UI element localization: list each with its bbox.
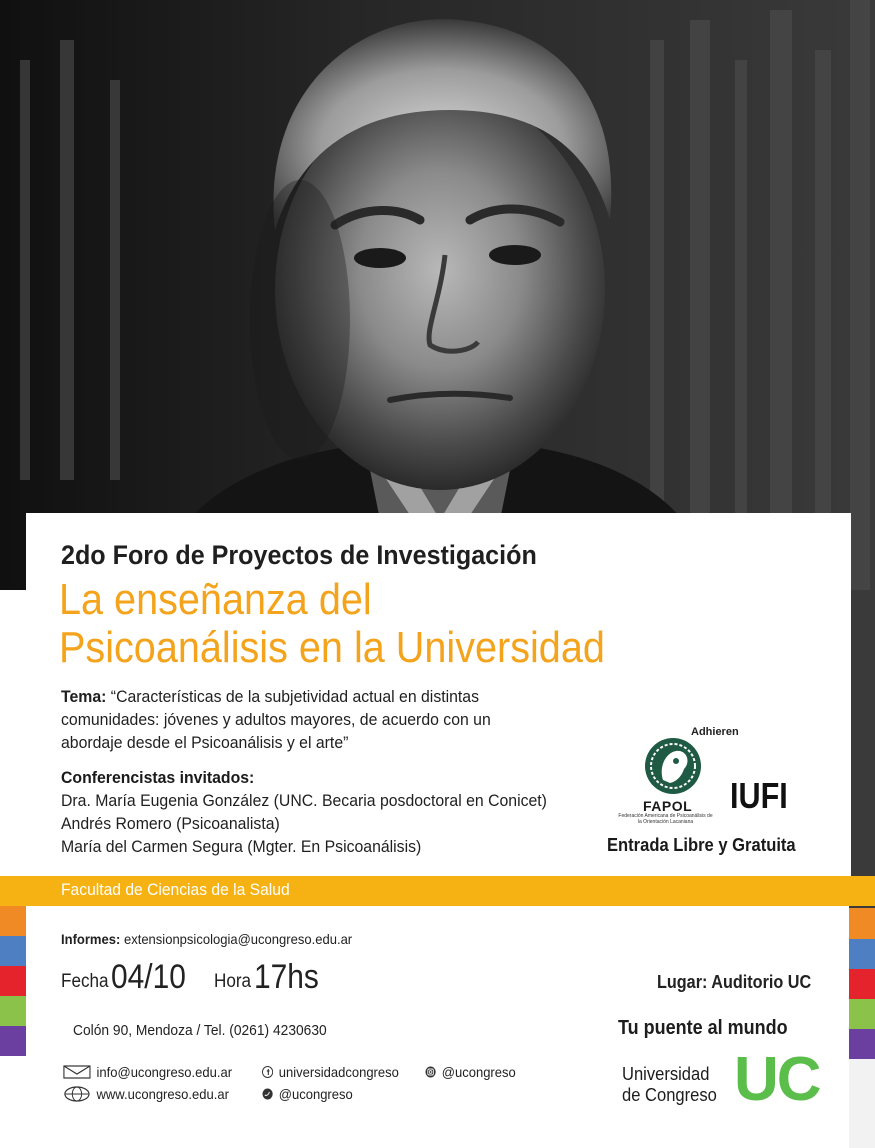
main-title bbox=[59, 576, 605, 672]
hora-value: 17hs bbox=[254, 958, 319, 996]
contact-web[interactable] bbox=[63, 1086, 229, 1102]
informes-label: Informes: bbox=[61, 931, 121, 947]
informes-line bbox=[61, 931, 352, 947]
university-name-line2: de Congreso bbox=[622, 1085, 717, 1105]
faculty-band bbox=[0, 876, 875, 906]
speaker-item: Andrés Romero (Psicoanalista) bbox=[61, 814, 280, 833]
side-color-bars bbox=[849, 590, 875, 1148]
fapol-name: FAPOL bbox=[643, 798, 693, 814]
uc-logo: UC bbox=[734, 1045, 820, 1114]
instagram-icon bbox=[425, 1066, 436, 1078]
hora-label: Hora bbox=[214, 971, 252, 992]
left-color-bars bbox=[0, 906, 26, 1148]
entrada-libre: Entrada Libre y Gratuita bbox=[607, 835, 796, 855]
informes-email[interactable]: extensionpsicologia@ucongreso.edu.ar bbox=[123, 931, 353, 947]
fapol-subtitle: Federación Americana de Psicoanálisis de la Orientación Lacaniana bbox=[618, 813, 713, 825]
faculty-name: Facultad de Ciencias de la Salud bbox=[61, 880, 290, 899]
main-title-line1: La enseñanza del bbox=[59, 575, 372, 624]
adhieren-label: Adhieren bbox=[691, 726, 739, 738]
fapol-logo-icon bbox=[638, 735, 708, 797]
twitter-icon bbox=[262, 1088, 273, 1100]
facebook-icon bbox=[262, 1066, 273, 1078]
contact-facebook-text[interactable]: universidadcongreso bbox=[278, 1064, 399, 1080]
contact-facebook[interactable] bbox=[262, 1064, 399, 1080]
contact-web-text[interactable]: www.ucongreso.edu.ar bbox=[96, 1086, 229, 1102]
event-card bbox=[26, 513, 851, 876]
university-name-line1: Universidad bbox=[622, 1064, 710, 1084]
globe-icon bbox=[63, 1086, 91, 1102]
contact-instagram[interactable] bbox=[425, 1064, 516, 1080]
fecha-label: Fecha bbox=[61, 971, 109, 992]
contact-email[interactable] bbox=[63, 1064, 232, 1080]
slogan-text: Tu puente al mundo bbox=[618, 1017, 788, 1039]
tema-block bbox=[61, 685, 545, 754]
speakers-heading: Conferencistas invitados: bbox=[61, 768, 255, 787]
contact-email-text[interactable]: info@ucongreso.edu.ar bbox=[96, 1064, 233, 1080]
speaker-item: María del Carmen Segura (Mgter. En Psicoanálisis) bbox=[61, 837, 422, 856]
contact-twitter[interactable] bbox=[262, 1086, 353, 1102]
main-title-line2: Psicoanálisis en la Universidad bbox=[59, 623, 605, 672]
forum-title: 2do Foro de Proyectos de Investigación bbox=[61, 540, 537, 570]
contact-twitter-text[interactable]: @ucongreso bbox=[278, 1086, 353, 1102]
tema-label: Tema: bbox=[61, 687, 107, 706]
envelope-icon bbox=[63, 1065, 91, 1079]
lugar-text: Lugar: Auditorio UC bbox=[657, 972, 812, 992]
speaker-item: Dra. María Eugenia González (UNC. Becaria posdoctoral en Conicet) bbox=[61, 791, 547, 810]
address-text: Colón 90, Mendoza / Tel. (0261) 4230630 bbox=[73, 1022, 327, 1039]
contact-instagram-text[interactable]: @ucongreso bbox=[441, 1064, 516, 1080]
iufi-logo: IUFI bbox=[730, 775, 788, 816]
fecha-value: 04/10 bbox=[111, 958, 186, 996]
tema-text: “Características de la subjetividad actual en distintas comunidades: jóvenes y adultos mayores, de acuerdo con un abordaje desde el Psicoanálisis y el arte” bbox=[61, 687, 491, 752]
